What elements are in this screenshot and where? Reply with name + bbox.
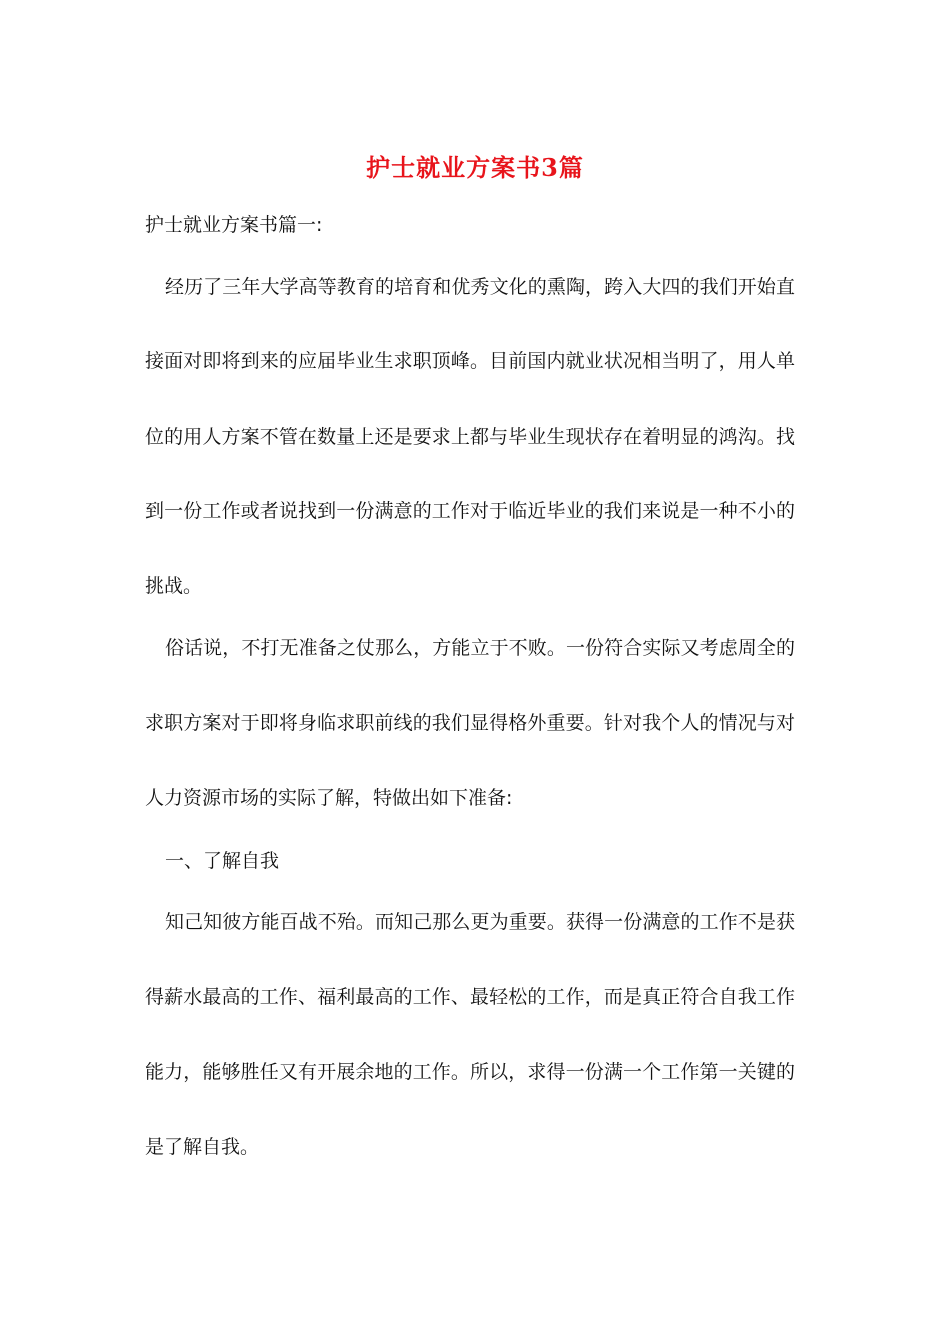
paragraph-line: 知己知彼方能百战不殆。而知己那么更为重要。获得一份满意的工作不是获 xyxy=(165,911,795,933)
paragraph-line: 能力，能够胜任又有开展余地的工作。所以，求得一份满一个工作第一关键的 xyxy=(145,1061,795,1083)
paragraph-line: 挑战。 xyxy=(145,575,203,597)
subsection-heading: 一、了解自我 xyxy=(165,850,280,872)
paragraph-line: 人力资源市场的实际了解，特做出如下准备: xyxy=(145,787,513,809)
paragraph-line: 位的用人方案不管在数量上还是要求上都与毕业生现状存在着明显的鸿沟。找 xyxy=(145,426,795,448)
paragraph-line: 俗话说，不打无准备之仗那么，方能立于不败。一份符合实际又考虑周全的 xyxy=(165,637,795,659)
paragraph-line: 得薪水最高的工作、福利最高的工作、最轻松的工作，而是真正符合自我工作 xyxy=(145,986,795,1008)
paragraph-line: 是了解自我。 xyxy=(145,1136,260,1158)
paragraph-line: 接面对即将到来的应届毕业生求职顶峰。目前国内就业状况相当明了，用人单 xyxy=(145,350,795,372)
paragraph-line: 到一份工作或者说找到一份满意的工作对于临近毕业的我们来说是一种不小的 xyxy=(145,500,795,522)
document-title: 护士就业方案书3篇 xyxy=(366,153,584,182)
paragraph-line: 求职方案对于即将身临求职前线的我们显得格外重要。针对我个人的情况与对 xyxy=(145,712,795,734)
paragraph-line: 经历了三年大学高等教育的培育和优秀文化的熏陶，跨入大四的我们开始直 xyxy=(165,276,795,298)
section-heading: 护士就业方案书篇一: xyxy=(145,214,323,236)
